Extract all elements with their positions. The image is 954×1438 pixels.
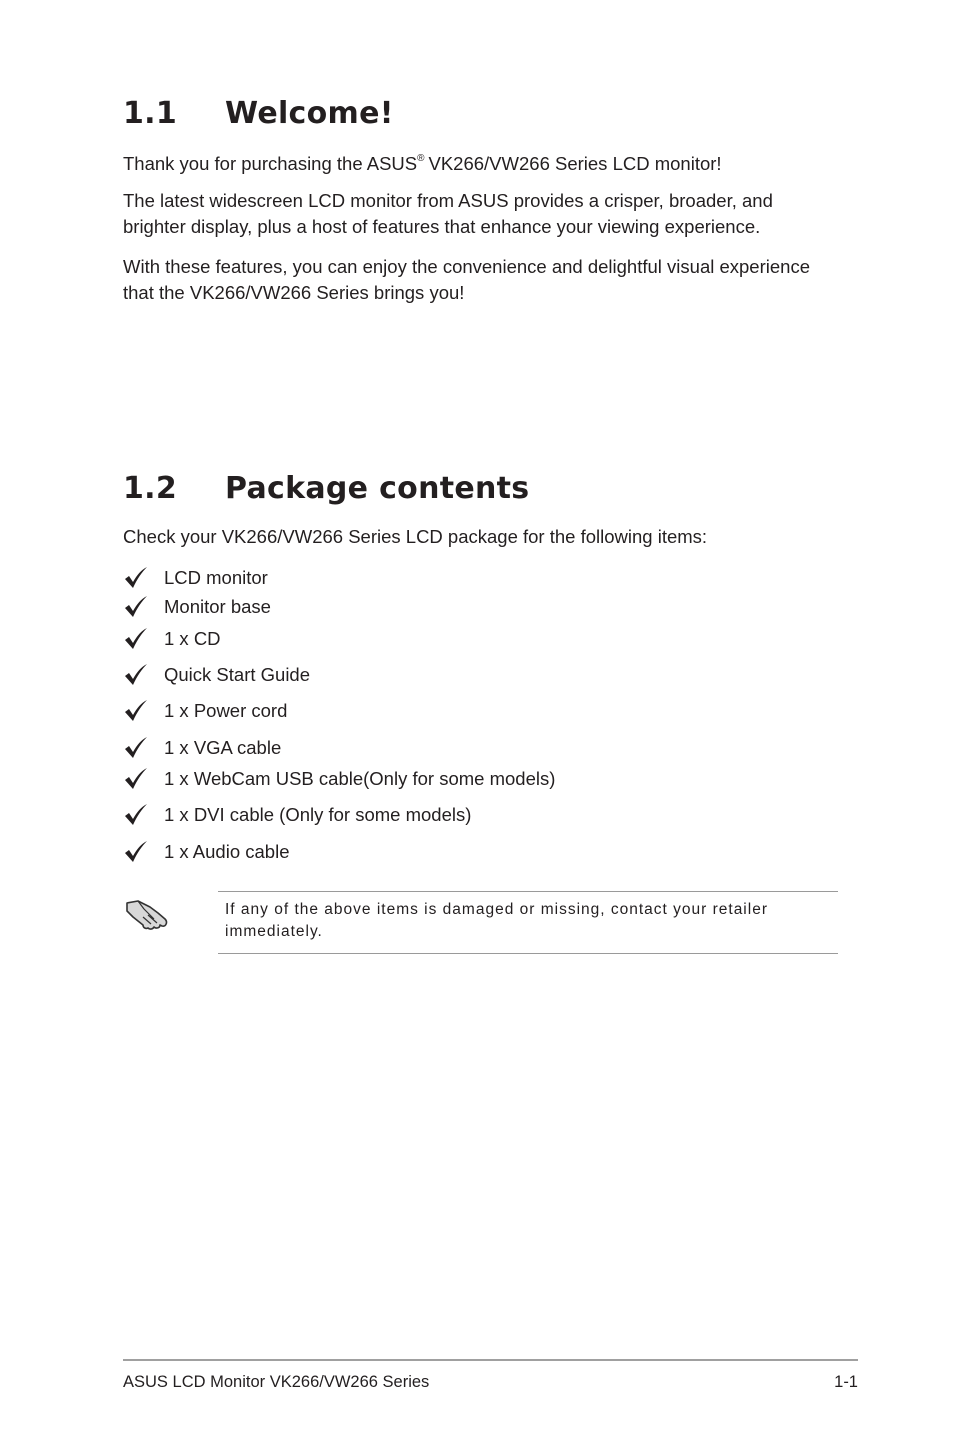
checkmark-icon [123, 803, 149, 827]
list-item-label: Quick Start Guide [164, 664, 311, 685]
checkmark-icon [123, 566, 149, 590]
list-item-label: 1 x Power cord [164, 700, 288, 721]
section-title: Welcome! [225, 96, 394, 131]
list-item [123, 662, 310, 688]
checkmark-icon [123, 736, 149, 760]
note-top-rule [218, 891, 838, 892]
list-item-label: Monitor base [164, 596, 271, 617]
welcome-paragraph-3: With these features, you can enjoy the convenience and delightful visual experience that the VK266/VW266 Series brings you! [123, 256, 810, 303]
registered-mark: ® [417, 153, 425, 164]
page-number: 1-1 [834, 1373, 858, 1391]
text: Thank you for purchasing the ASUS [123, 153, 418, 175]
note-text: If any of the above items is damaged or missing, contact your retailer immediately. [225, 901, 768, 940]
list-item [123, 735, 281, 761]
list-item-label: 1 x DVI cable (Only for some models) [164, 804, 472, 825]
list-item-label: 1 x CD [164, 628, 221, 649]
list-item-label: 1 x WebCam USB cable(Only for some models) [164, 768, 556, 789]
section-number: 1.1 [123, 96, 178, 131]
footer-rule [123, 1359, 858, 1361]
list-item [123, 802, 471, 828]
text: VK266/VW266 Series LCD monitor! [428, 153, 722, 175]
checkmark-icon [123, 663, 149, 687]
section-2-heading [123, 471, 529, 506]
pointing-hand-icon [124, 893, 170, 933]
checkmark-icon [123, 595, 149, 619]
list-item-label: 1 x Audio cable [164, 841, 290, 862]
list-item [123, 698, 287, 724]
checkmark-icon [123, 840, 149, 864]
section-number: 1.2 [123, 471, 178, 506]
list-item [123, 565, 268, 591]
checkmark-icon [123, 627, 149, 651]
welcome-paragraph-2: The latest widescreen LCD monitor from ASUS provides a crisper, broader, and brighter display, plus a host of features that enhance your viewing experience. [123, 190, 773, 237]
list-item [123, 626, 221, 652]
footer-title: ASUS LCD Monitor VK266/VW266 Series [123, 1373, 430, 1391]
note-bottom-rule [218, 953, 838, 954]
section-1-heading [123, 96, 394, 131]
welcome-paragraph-1 [123, 148, 823, 177]
list-item [123, 594, 271, 620]
section-title: Package contents [225, 471, 530, 506]
list-item-label: LCD monitor [164, 567, 268, 588]
checkmark-icon [123, 767, 149, 791]
checkmark-icon [123, 699, 149, 723]
list-item-label: 1 x VGA cable [164, 737, 282, 758]
list-item [123, 766, 555, 792]
list-item [123, 839, 289, 865]
package-intro: Check your VK266/VW266 Series LCD package for the following items: [123, 526, 708, 547]
